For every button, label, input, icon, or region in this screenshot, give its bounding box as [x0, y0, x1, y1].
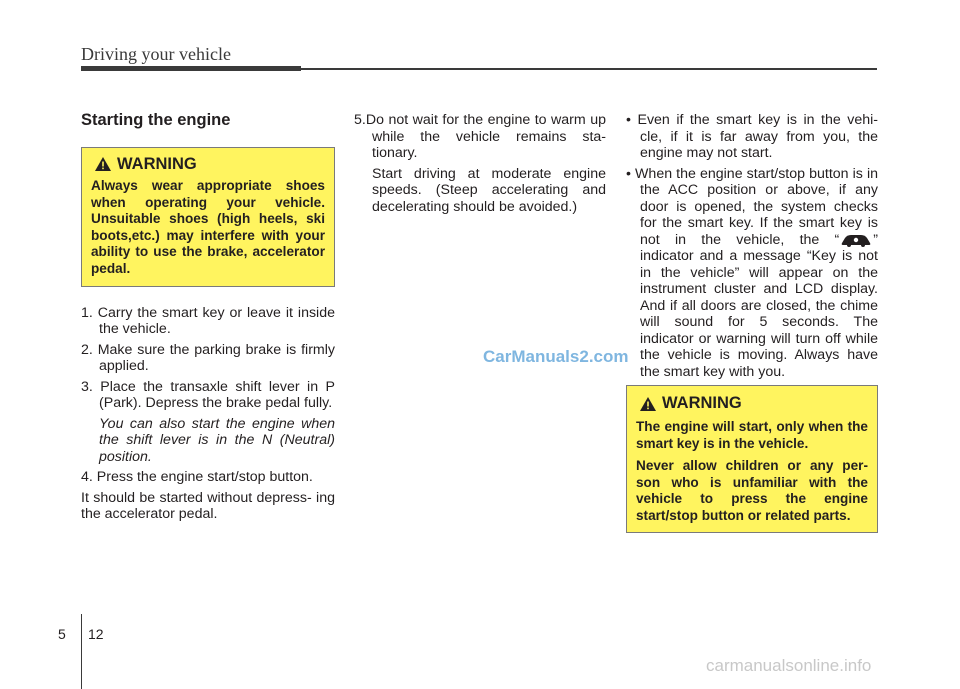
- step-2: 2. Make sure the parking brake is firmly applied.: [81, 341, 335, 374]
- watermark-link[interactable]: CarManuals2.com: [483, 347, 629, 366]
- column-2: [354, 112, 606, 219]
- step-1: 1. Carry the smart key or leave it inside the vehicle.: [81, 304, 335, 337]
- step-5-detail: Start driving at moderate engine speeds. (Steep accelerating and decelerating should be avoided.): [372, 165, 606, 215]
- heading-starting-engine: Starting the engine: [81, 111, 231, 129]
- bullet-smart-key-distance: • Even if the smart key is in the vehi- cle, if it is far away from you, the engine may not start.: [626, 112, 878, 161]
- column-3: [626, 112, 878, 384]
- step-4: 4. Press the engine start/stop button.: [81, 469, 313, 485]
- warning-box-shoes: [81, 147, 335, 287]
- bullet-smart-key-check: [626, 166, 878, 381]
- warning-label-2: WARNING: [662, 394, 742, 412]
- warning-triangle-icon: [640, 397, 656, 411]
- page-section-number: 5: [58, 626, 66, 642]
- header-rule-thin: [301, 68, 877, 70]
- warning-text-1: The engine will start, only when the smart key is in the vehicle.: [636, 419, 868, 451]
- site-watermark[interactable]: carmanualsonline.info: [706, 656, 872, 675]
- bullet-text-b: ” indicator and a message “Key is not in the vehicle” will appear on the instrument cluster and LCD display. And if all doors are closed, the chime will sound for 5 seconds. The indicator or warning will turn off while the vehicle is moving. Always have the smart key with you.: [640, 231, 878, 380]
- note-neutral: You can also start the engine when the shift lever is in the N (Neutral) position.: [99, 415, 335, 465]
- warning-header: [95, 156, 325, 173]
- column-1: [81, 112, 335, 527]
- warning-triangle-icon: [95, 157, 111, 171]
- warning-text-2: Never allow children or any per- son who is unfamiliar with the vehicle to press the engine start/stop button or related parts.: [636, 458, 868, 523]
- warning-label: WARNING: [117, 154, 197, 173]
- closing-text: It should be started without depress- ing the accelerator pedal.: [81, 489, 335, 522]
- step-3: 3. Place the transaxle shift lever in P (Park). Depress the brake pedal fully.: [81, 378, 335, 411]
- page-number: 12: [88, 626, 104, 642]
- bullet-text-a: • When the engine start/stop button is in the ACC position or above, if any door is opened, the system checks for the smart key. If the smart key is not in the vehicle, the “: [626, 165, 878, 248]
- footer-rule: [81, 614, 82, 689]
- warning-text: Always wear appropriate shoes when operating your vehicle. Unsuitable shoes (high heels, ski boots,etc.) may interfere with your ability to use the brake, accelerator pedal.: [91, 178, 325, 276]
- step-5: 5.Do not wait for the engine to warm up while the vehicle remains sta- tionary.: [354, 112, 606, 161]
- car-key-indicator-icon: [839, 233, 873, 247]
- warning-header-2: [640, 394, 868, 413]
- section-title: Driving your vehicle: [81, 44, 231, 64]
- header-rule-thick: [81, 66, 301, 71]
- warning-box-smart-key: [626, 385, 878, 533]
